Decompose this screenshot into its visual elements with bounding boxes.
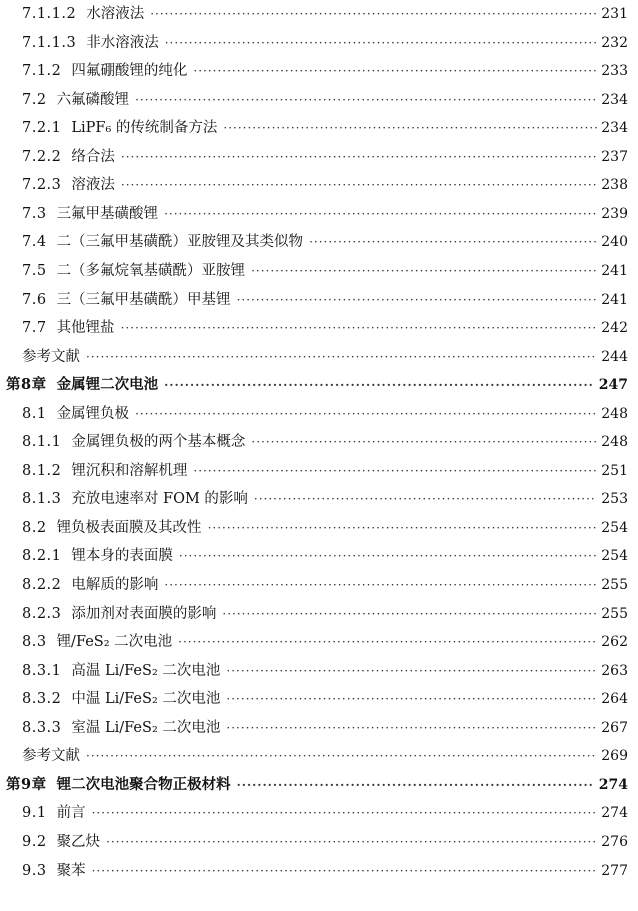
toc-entry-number: 8.1 (22, 405, 47, 422)
toc-entry-number: 7.7 (22, 320, 47, 337)
toc-entry (0, 487, 638, 511)
toc-leader-dots (164, 202, 597, 226)
toc-entry-page: 244 (601, 348, 628, 365)
toc-entry (0, 230, 638, 254)
toc-entry-page: 234 (601, 91, 628, 108)
toc-leader-dots (179, 544, 597, 568)
toc-entry-number: 8.3.2 (22, 691, 62, 708)
toc-entry (0, 288, 638, 312)
toc-entry-number: 8.1.2 (22, 462, 62, 479)
toc-entry (0, 859, 638, 883)
toc-entry (0, 830, 638, 854)
toc-entry-title: 锂负极表面膜及其改性 (56, 519, 202, 536)
toc-entry-title: 室温 Li/FeS₂ 二次电池 (71, 719, 221, 736)
toc-entry-title: 聚乙炔 (56, 833, 101, 850)
toc-entry (0, 459, 638, 483)
toc-entry-page: 248 (601, 405, 628, 422)
toc-entry (0, 516, 638, 540)
toc-leader-dots (121, 145, 597, 169)
toc-entry-title: 三氟甲基磺酸锂 (56, 205, 159, 222)
toc-entry-number: 8.2.1 (22, 548, 62, 565)
toc-entry-page: 263 (601, 662, 628, 679)
toc-leader-dots (165, 31, 598, 55)
toc-entry-title: 二（多氟烷氧基磺酰）亚胺锂 (56, 262, 246, 279)
toc-entry-title: 高温 Li/FeS₂ 二次电池 (71, 662, 221, 679)
toc-entry-number: 9.2 (22, 833, 47, 850)
toc-entry-page: 274 (601, 805, 628, 822)
toc-leader-dots (226, 716, 597, 740)
toc-leader-dots (106, 830, 597, 854)
toc-entry-title: 中温 Li/FeS₂ 二次电池 (71, 691, 221, 708)
toc-leader-dots (164, 373, 595, 397)
toc-entry (0, 59, 638, 83)
toc-entry (0, 687, 638, 711)
toc-entry-page: 237 (601, 148, 628, 165)
toc-entry (0, 202, 638, 226)
toc-entry (0, 345, 638, 369)
toc-entry (0, 573, 638, 597)
toc-entry-page: 240 (601, 234, 628, 251)
toc-leader-dots (226, 659, 597, 683)
toc-leader-dots (135, 88, 597, 112)
toc-leader-dots (164, 573, 597, 597)
toc-entry-title: 络合法 (71, 148, 115, 165)
toc-entry-number: 7.2 (22, 91, 47, 108)
toc-entry-title: 四氟硼酸锂的纯化 (71, 63, 188, 80)
toc-entry-page: 277 (601, 862, 628, 879)
toc-entry-number: 8.3 (22, 634, 47, 651)
toc-entry-number: 第9章 (6, 775, 47, 793)
toc-leader-dots (135, 402, 597, 426)
toc-entry-title: 参考文献 (22, 748, 80, 765)
toc-entry-number: 7.1.1.2 (22, 6, 77, 22)
toc-entry-page: 269 (601, 748, 628, 765)
toc-entry (0, 173, 638, 197)
toc-entry-page: 248 (601, 434, 628, 451)
toc-entry-page: 264 (601, 691, 628, 708)
toc-entry-page: 241 (601, 262, 628, 279)
toc-entry-page: 239 (601, 205, 628, 222)
toc-entry (0, 630, 638, 654)
toc-entry-title: 金属锂负极的两个基本概念 (71, 434, 246, 451)
toc-leader-dots (222, 602, 597, 626)
toc-entry-page: 231 (601, 6, 628, 22)
toc-entry (0, 430, 638, 454)
toc-entry-title: 参考文献 (22, 348, 80, 365)
toc-leader-dots (251, 259, 597, 283)
toc-entry-title: 水溶液法 (86, 6, 145, 22)
toc-leader-dots (86, 345, 597, 369)
toc-entry-number: 8.2.3 (22, 605, 62, 622)
toc-entry-number: 9.1 (22, 805, 47, 822)
toc-entry-number: 8.2.2 (22, 577, 62, 593)
toc-entry-title: 溶液法 (71, 177, 115, 194)
toc-entry-number: 8.1.3 (22, 491, 62, 508)
toc-entry-page: 267 (601, 719, 628, 736)
toc-leader-dots (121, 173, 597, 197)
toc-entry-number: 8.3.3 (22, 719, 62, 736)
toc-entry (0, 145, 638, 169)
toc-entry-title: LiPF₆ 的传统制备方法 (71, 120, 218, 137)
toc-entry-page: 276 (601, 833, 628, 850)
toc-entry-page: 242 (601, 320, 628, 337)
toc-entry (0, 801, 638, 825)
toc-leader-dots (150, 2, 597, 26)
toc-entry-title: 金属锂负极 (56, 405, 130, 422)
toc-entry (0, 402, 638, 426)
toc-entry-number: 7.2.2 (22, 148, 62, 165)
toc-entry-page: 255 (601, 605, 628, 622)
toc-entry (0, 744, 638, 768)
toc-leader-dots (193, 59, 597, 83)
toc-entry-title: 锂/FeS₂ 二次电池 (56, 634, 173, 651)
toc-leader-dots (223, 116, 597, 140)
toc-leader-dots (92, 801, 598, 825)
toc-entry (0, 716, 638, 740)
toc-entry-page: 251 (601, 462, 628, 479)
toc-leader-dots (254, 487, 597, 511)
toc-leader-dots (92, 859, 598, 883)
toc-entry-title: 锂二次电池聚合物正极材料 (56, 775, 231, 793)
toc-entry-number: 7.2.3 (22, 177, 62, 194)
toc-entry-number: 9.3 (22, 862, 47, 879)
toc-entry-number: 7.4 (22, 234, 47, 251)
toc-entry-page: 254 (601, 548, 628, 565)
toc-entry-title: 充放电速率对 FOM 的影响 (71, 491, 248, 508)
toc-entry (0, 116, 638, 140)
toc-entry-number: 7.6 (22, 291, 47, 308)
toc-entry-number: 8.2 (22, 519, 47, 536)
toc-entry-number: 7.5 (22, 262, 47, 279)
toc-entry-title: 三（三氟甲基磺酰）甲基锂 (56, 291, 231, 308)
toc-entry (0, 316, 638, 340)
toc-entry-page: 238 (601, 177, 628, 194)
toc-entry-number: 8.1.1 (22, 434, 62, 451)
toc-entry-title: 添加剂对表面膜的影响 (71, 605, 217, 622)
toc-entry-page: 254 (601, 519, 628, 536)
toc-leader-dots (121, 316, 598, 340)
toc-entry-page: 253 (601, 491, 628, 508)
toc-leader-dots (208, 516, 598, 540)
toc-entry (0, 659, 638, 683)
toc-entry-page: 241 (601, 291, 628, 308)
toc-entry-number: 8.3.1 (22, 662, 62, 679)
toc-leader-dots (178, 630, 597, 654)
toc-entry (0, 602, 638, 626)
toc-entry (0, 31, 638, 55)
toc-entry-title: 金属锂二次电池 (56, 376, 159, 394)
toc-entry (0, 2, 638, 26)
toc-entry-title: 电解质的影响 (71, 577, 159, 593)
toc-entry-number: 7.1.2 (22, 63, 62, 80)
toc-entry-number: 7.3 (22, 205, 47, 222)
toc-entry-title: 非水溶液法 (86, 34, 159, 51)
toc-entry-page: 247 (598, 377, 628, 394)
toc-leader-dots (251, 430, 597, 454)
toc-entry-number: 7.2.1 (22, 120, 62, 137)
toc-leader-dots (226, 687, 597, 711)
toc-entry-page: 274 (598, 776, 628, 793)
toc-entry-page: 255 (601, 577, 628, 593)
toc-entry-number: 第8章 (6, 376, 47, 394)
toc-entry-page: 262 (601, 634, 628, 651)
toc-entry-title: 聚苯 (56, 862, 86, 879)
toc-entry (0, 773, 638, 797)
toc-entry-title: 其他锂盐 (56, 320, 115, 337)
toc-leader-dots (193, 459, 597, 483)
toc-leader-dots (237, 288, 598, 312)
toc-entry-page: 232 (601, 34, 628, 51)
toc-entry-page: 233 (601, 63, 628, 80)
toc-entry-title: 前言 (56, 805, 86, 822)
toc-entry-title: 二（三氟甲基磺酰）亚胺锂及其类似物 (56, 234, 304, 251)
toc-entry (0, 373, 638, 397)
toc-entry-title: 锂本身的表面膜 (71, 548, 173, 565)
toc-entry-title: 六氟磷酸锂 (56, 91, 130, 108)
toc-leader-dots (237, 773, 595, 797)
toc-leader-dots (86, 744, 597, 768)
toc-leader-dots (309, 230, 597, 254)
toc-entry-number: 7.1.1.3 (22, 34, 77, 51)
toc-entry (0, 88, 638, 112)
toc-entry-title: 锂沉积和溶解机理 (71, 462, 188, 479)
toc-entry (0, 544, 638, 568)
toc-entry-page: 234 (601, 120, 628, 137)
toc-entry (0, 259, 638, 283)
